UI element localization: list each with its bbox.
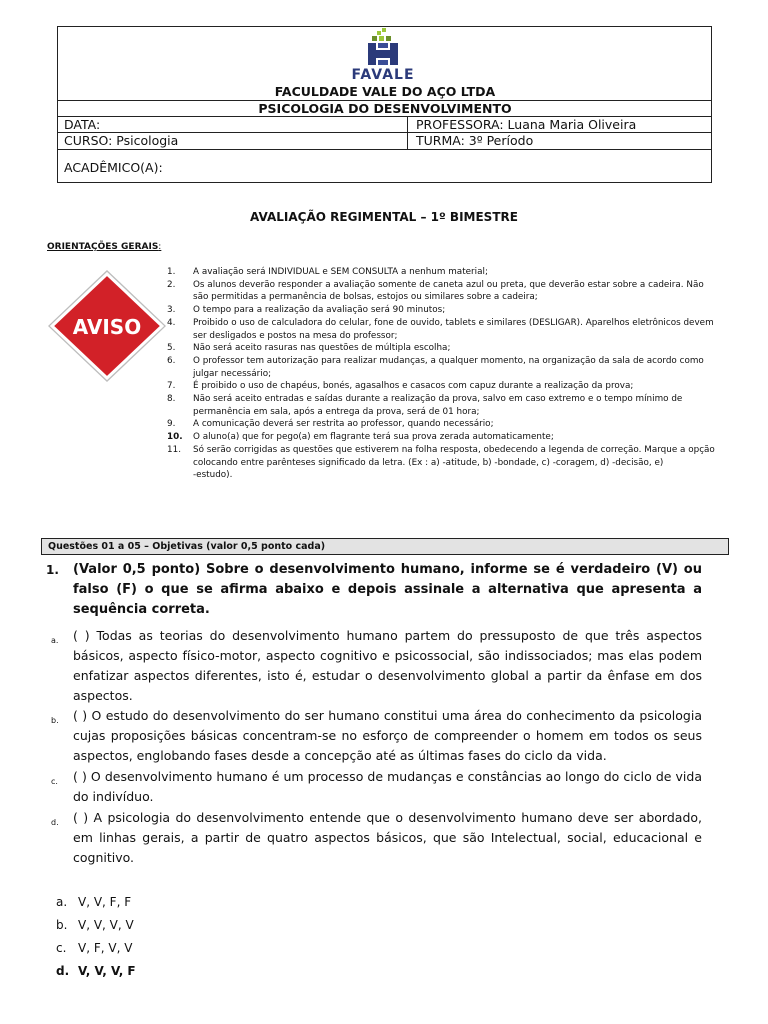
guideline-item: -estudo).	[193, 470, 233, 481]
institution-name: FACULDADE VALE DO AÇO LTDA	[274, 84, 496, 99]
guidelines-list	[163, 266, 719, 482]
guideline-item: 11. Só serão corrigidas as questões que estiverem na folha resposta, obedecendo a legenda de correção. Marque a opção colocando entre parênteses significado da letra. (Ex : a) -atitude, b) -bondade, c) -coragem, d) -decisão, e)	[167, 444, 715, 468]
logo-text: FAVALE	[351, 67, 415, 82]
statement-b[interactable]	[46, 706, 702, 766]
statement-text: ( ) A psicologia do desenvolvimento entende que o desenvolvimento humano deve ser abordado, em linhas gerais, a partir de quatro aspectos básicos, que são Intelectual, social, educacional e cognitivo.	[73, 810, 702, 865]
course-field: CURSO: Psicologia	[64, 133, 179, 148]
guideline-item: 3. O tempo para a realização da avaliação será 90 minutos;	[167, 305, 446, 316]
aviso-sign-text: AVISO	[72, 315, 142, 339]
date-field: DATA:	[64, 117, 101, 132]
teacher-field: PROFESSORA: Luana Maria Oliveira	[416, 117, 637, 132]
statement-text: ( ) O estudo do desenvolvimento do ser humano constitui uma área do conhecimento da psicologia cujas proposições básicas concentram-se no esforço de compreender o homem em todos os seus aspectos, englobando fases desde a concepção até as últimas fases do ciclo da vida.	[73, 708, 702, 763]
guideline-item: 5. Não será aceito rasuras nas questões de múltipla escolha;	[167, 343, 451, 354]
question-number: 1.	[46, 563, 59, 577]
guideline-item: 6. O professor tem autorização para realizar mudanças, a qualquer momento, na organização da sala de acordo como julgar necessário;	[167, 355, 704, 379]
favale-logo	[328, 28, 438, 82]
guideline-item: 10. O aluno(a) que for pego(a) em flagrante terá sua prova zerada automaticamente;	[167, 432, 554, 443]
class-field: TURMA: 3º Período	[416, 133, 534, 148]
statement-letter: b.	[51, 716, 59, 725]
answer-option-d[interactable]: d. V, V, V, F	[56, 964, 136, 978]
guideline-item: 9. A comunicação deverá ser restrita ao professor, quando necessário;	[167, 419, 494, 430]
logo-mark-icon	[368, 28, 398, 65]
answer-option-a[interactable]: a. V, V, F, F	[56, 895, 132, 909]
question-1	[46, 560, 702, 620]
section-header: Questões 01 a 05 – Objetivas (valor 0,5 ponto cada)	[41, 538, 729, 555]
aviso-sign	[46, 268, 168, 384]
answer-option-b[interactable]: b. V, V, V, V	[56, 918, 134, 932]
guidelines-heading-text: ORIENTAÇÕES GERAIS	[47, 242, 159, 252]
question-text: (Valor 0,5 ponto) Sobre o desenvolvimento humano, informe se é verdadeiro (V) ou falso (F) o que se afirma abaixo e depois assinale a alternativa que apresenta a sequência correta.	[73, 562, 702, 617]
statement-text: ( ) O desenvolvimento humano é um processo de mudanças e constâncias ao longo do ciclo de vida do indivíduo.	[73, 769, 702, 804]
guideline-item: 4. Proibido o uso de calculadora do celular, fone de ouvido, tablets e similares (DESLIGAR). Aparelhos eletrônicos devem ser desligados e postos na mesa do professor;	[167, 317, 714, 341]
statement-letter: d.	[51, 818, 59, 827]
guideline-item: 2. Os alunos deverão responder a avaliação somente de caneta azul ou preta, que deverão estar sobre a cadeira. Não são permitidas a permanência de bolsas, estojos ou similares sobre a cadeira;	[167, 279, 704, 303]
statement-letter: c.	[51, 777, 58, 786]
statement-text: ( ) Todas as teorias do desenvolvimento humano partem do pressuposto de que três aspectos básicos, aspecto físico-motor, aspecto cognitivo e psicossocial, são indissociados; mas elas podem enfatizar aspectos diferentes, isto é, estudar o desenvolvimento global a partir da ênfase em dos aspectos.	[73, 628, 702, 703]
student-field: ACADÊMICO(A):	[64, 160, 163, 175]
answer-option-c[interactable]: c. V, F, V, V	[56, 941, 133, 955]
statement-d[interactable]	[46, 808, 702, 868]
statement-letter: a.	[51, 636, 59, 645]
statement-c[interactable]	[46, 767, 702, 807]
statement-a[interactable]	[46, 626, 702, 706]
guideline-item: 1. A avaliação será INDIVIDUAL e SEM CONSULTA a nenhum material;	[167, 267, 488, 277]
guideline-item: 8. Não será aceito entradas e saídas durante a realização da prova, salvo em caso extremo e o tempo mínimo de permanência em sala, após a entrega da prova, será de 01 hora;	[167, 394, 683, 417]
guidelines-heading: ORIENTAÇÕES GERAIS:	[47, 242, 162, 252]
divider	[407, 116, 408, 149]
divider	[58, 149, 712, 150]
exam-title: AVALIAÇÃO REGIMENTAL – 1º BIMESTRE	[250, 210, 518, 224]
guideline-item: 7. É proibido o uso de chapéus, bonés, agasalhos e casacos com capuz durante a realização da prova;	[167, 381, 634, 392]
course-title: PSICOLOGIA DO DESENVOLVIMENTO	[58, 100, 712, 116]
